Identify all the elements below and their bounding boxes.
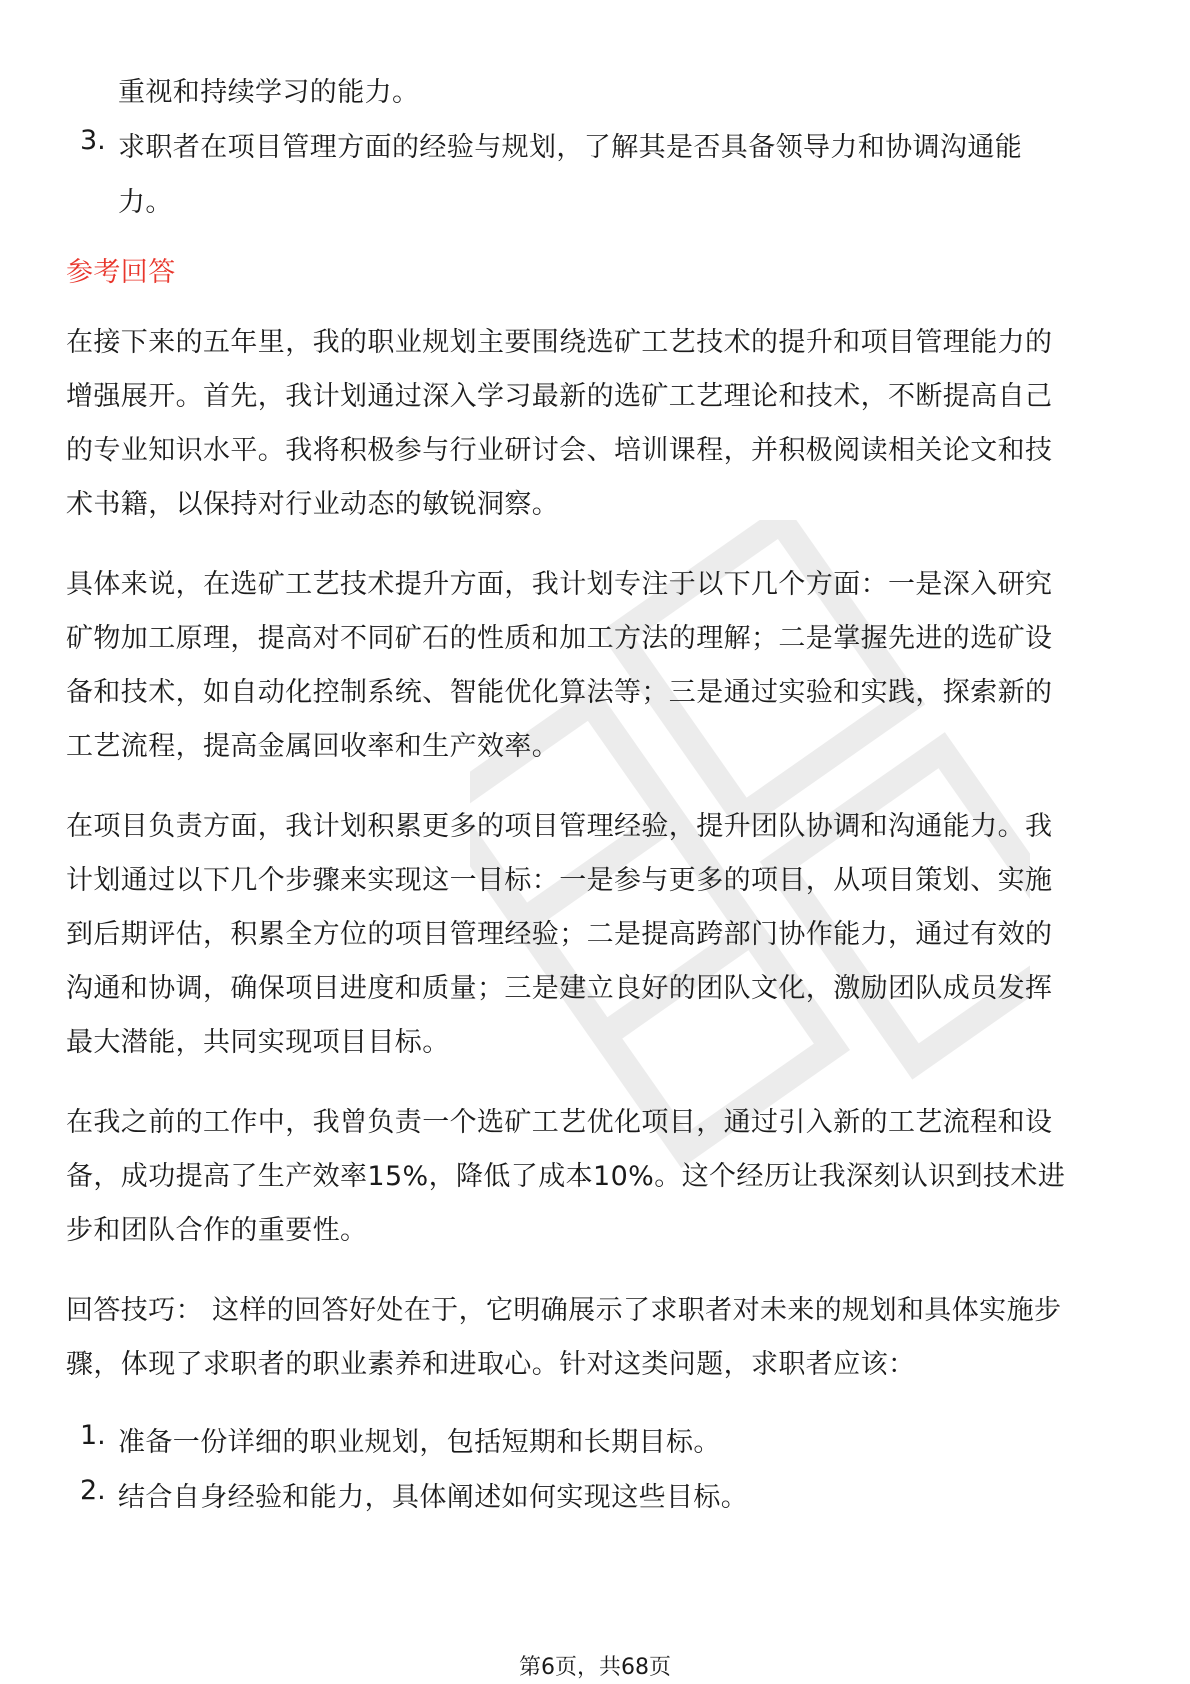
paragraph-1-line-2: 增强展开。首先，我计划通过深入学习最新的选矿工艺理论和技术，不断提高自己 xyxy=(66,381,1053,412)
paragraph-2-line-1: 具体来说，在选矿工艺技术提升方面，我计划专注于以下几个方面：一是深入研究 xyxy=(66,569,1053,600)
paragraph-4-line-2: 备，成功提高了生产效率15%，降低了成本10%。这个经历让我深刻认识到技术进 xyxy=(66,1161,1066,1192)
paragraph-4-line-3: 步和团队合作的重要性。 xyxy=(66,1215,368,1246)
tips-list-number-2: 2. xyxy=(80,1475,106,1506)
list-number-3: 3. xyxy=(80,125,106,156)
paragraph-2-line-4: 工艺流程，提高金属回收率和生产效率。 xyxy=(66,731,560,762)
list-item-3-line-2: 力。 xyxy=(118,187,173,218)
paragraph-2-line-3: 备和技术，如自动化控制系统、智能优化算法等；三是通过实验和实践，探索新的 xyxy=(66,677,1053,708)
tips-list-item-1: 准备一份详细的职业规划，包括短期和长期目标。 xyxy=(118,1427,721,1458)
tips-list-number-1: 1. xyxy=(80,1420,106,1451)
paragraph-1-line-1: 在接下来的五年里，我的职业规划主要围绕选矿工艺技术的提升和项目管理能力的 xyxy=(66,327,1053,358)
answer-tips-line-1: 回答技巧： 这样的回答好处在于，它明确展示了求职者对未来的规划和具体实施步 xyxy=(66,1295,1062,1326)
paragraph-1-line-4: 术书籍，以保持对行业动态的敏锐洞察。 xyxy=(66,489,560,520)
paragraph-3-line-3: 到后期评估，积累全方位的项目管理经验；二是提高跨部门协作能力，通过有效的 xyxy=(66,919,1053,950)
paragraph-2-line-2: 矿物加工原理，提高对不同矿石的性质和加工方法的理解；二是掌握先进的选矿设 xyxy=(66,623,1053,654)
answer-tips-line-2: 骤，体现了求职者的职业素养和进取心。针对这类问题，求职者应该： xyxy=(66,1349,916,1380)
tips-list-item-2: 结合自身经验和能力，具体阐述如何实现这些目标。 xyxy=(118,1482,749,1513)
reference-answer-heading: 参考回答 xyxy=(66,257,176,288)
paragraph-3-line-1: 在项目负责方面，我计划积累更多的项目管理经验，提升团队协调和沟通能力。我 xyxy=(66,811,1053,842)
paragraph-3-line-5: 最大潜能，共同实现项目目标。 xyxy=(66,1027,450,1058)
list-item-2-continuation: 重视和持续学习的能力。 xyxy=(118,77,420,108)
paragraph-4-line-1: 在我之前的工作中，我曾负责一个选矿工艺优化项目，通过引入新的工艺流程和设 xyxy=(66,1107,1053,1138)
page-footer: 第6页，共68页 xyxy=(519,1655,671,1680)
paragraph-1-line-3: 的专业知识水平。我将积极参与行业研讨会、培训课程，并积极阅读相关论文和技 xyxy=(66,435,1053,466)
list-item-3-line-1: 求职者在项目管理方面的经验与规划，了解其是否具备领导力和协调沟通能 xyxy=(118,132,1023,163)
paragraph-3-line-4: 沟通和协调，确保项目进度和质量；三是建立良好的团队文化，激励团队成员发挥 xyxy=(66,973,1053,1004)
paragraph-3-line-2: 计划通过以下几个步骤来实现这一目标：一是参与更多的项目，从项目策划、实施 xyxy=(66,865,1053,896)
